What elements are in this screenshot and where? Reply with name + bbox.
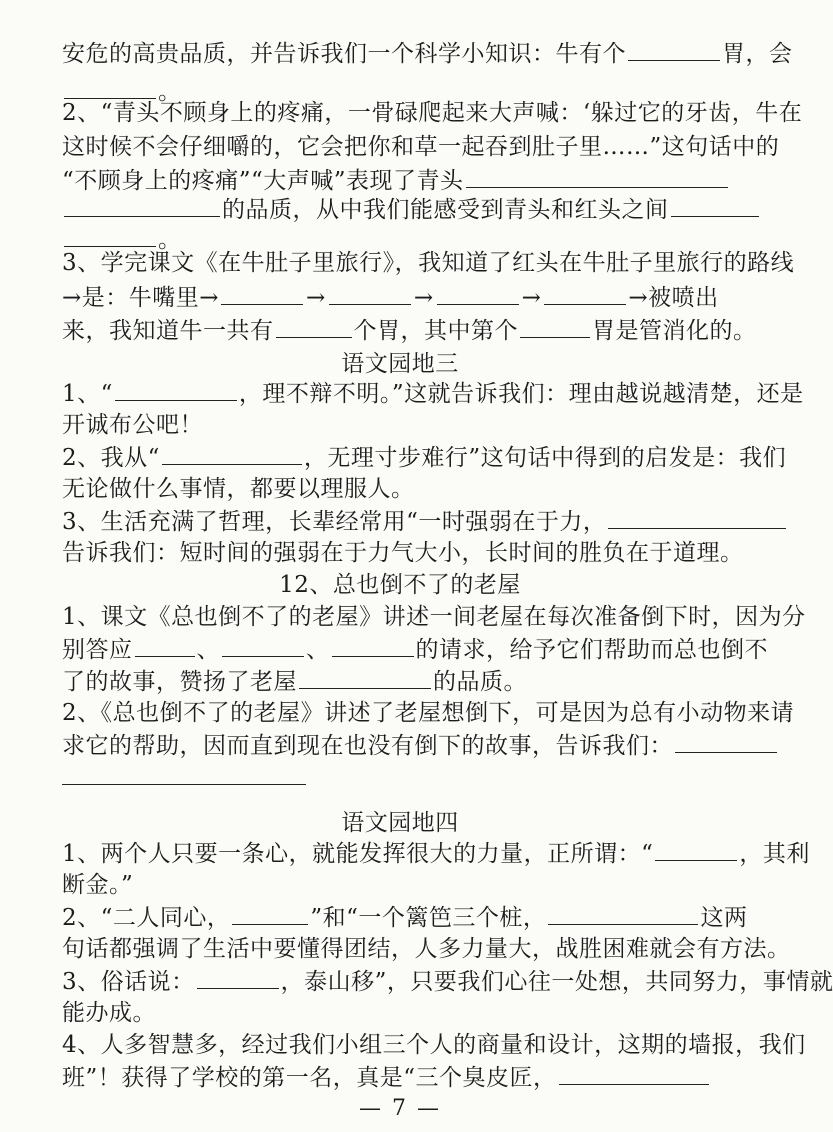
answer-blank[interactable] <box>655 838 737 861</box>
question-text: 胃是管消化的。 <box>592 318 757 344</box>
text-line <box>62 698 795 728</box>
answer-blank[interactable] <box>544 282 626 305</box>
answer-blank[interactable] <box>135 634 195 657</box>
text-line <box>62 165 742 196</box>
answer-blank[interactable] <box>64 224 156 247</box>
answer-blank[interactable] <box>115 378 237 401</box>
text: 、 <box>196 637 220 663</box>
question-text: ”和“一个篱笆三个桩， <box>310 905 547 931</box>
question-text: 告诉我们：短时间的强弱在于力气大小，长时间的胜负在于道理。 <box>62 540 744 566</box>
question-text: 能办成。 <box>62 1000 156 1026</box>
text-line <box>62 378 804 409</box>
question-text: 1、课文《总也倒不了的老屋》讲述一间老屋在每次准备倒下时，因为分 <box>62 604 806 630</box>
question-text: ，理不辩不明。”这就告诉我们：理由越说越清楚，还是 <box>238 381 804 407</box>
answer-blank[interactable] <box>559 1062 709 1085</box>
question-text: 2、“二人同心， <box>62 905 231 931</box>
text-line <box>62 315 757 346</box>
question-text: 的品质，从中我们能感受到青头和红头之间 <box>222 197 669 223</box>
answer-blank[interactable] <box>520 315 590 338</box>
question-text: 班”！获得了学校的第一名，真是“三个臭皮匠， <box>62 1065 557 1091</box>
text-line <box>62 410 742 440</box>
text-line <box>62 1030 806 1060</box>
text-line <box>62 666 742 697</box>
text: 安危的高贵品质，并告诉我们一个科学小知识：牛有个 <box>62 41 626 67</box>
answer-blank[interactable] <box>299 666 431 689</box>
answer-blank[interactable] <box>675 730 777 753</box>
answer-blank[interactable] <box>608 506 786 529</box>
question-text: 开诚布公吧！ <box>62 412 203 438</box>
question-text: 2、《总也倒不了的老屋》讲述了老屋想倒下，可是因为总有小动物来请 <box>62 700 795 726</box>
text-line <box>62 934 791 964</box>
text-line <box>62 762 742 793</box>
question-text: 2、我从“ <box>62 445 160 471</box>
text-line <box>62 870 742 900</box>
answer-blank[interactable] <box>628 38 720 61</box>
text: 。 <box>158 79 182 105</box>
text-line <box>62 998 742 1028</box>
text-line <box>62 474 742 504</box>
text: 胃，会 <box>722 41 793 67</box>
answer-blank[interactable] <box>276 315 352 338</box>
section-title: 语文园地四 <box>341 810 459 836</box>
question-text: “不顾身上的疼痛”“大声喊”表现了青头 <box>62 168 464 194</box>
question-text: 这时候不会仔细嚼的，它会把你和草一起吞到肚子里……”这句话中的 <box>62 134 780 160</box>
text-line <box>62 538 742 568</box>
text-line <box>62 730 742 761</box>
question-text: 3、生活充满了哲理，长辈经常用“一时强弱在于力， <box>62 509 607 535</box>
answer-blank[interactable] <box>62 762 306 785</box>
question-text: ，其利 <box>739 841 810 867</box>
text-line <box>62 98 803 128</box>
answer-blank[interactable] <box>671 194 759 217</box>
question-text: 断金。” <box>62 872 134 898</box>
text-line <box>62 194 742 225</box>
answer-blank[interactable] <box>64 194 220 217</box>
arrow-icon: → <box>521 285 542 311</box>
text-line <box>62 1062 742 1093</box>
arrow-icon: → <box>413 285 434 311</box>
question-text: 别答应 <box>62 637 133 663</box>
text-line <box>62 902 748 933</box>
question-text: 个胃，其中第个 <box>353 318 518 344</box>
question-text: 了的故事，赞扬了老屋 <box>62 669 297 695</box>
question-text: →是：牛嘴里→ <box>62 285 220 311</box>
text: 。 <box>158 227 182 253</box>
question-text: 1、“ <box>62 381 113 407</box>
text-line <box>62 634 768 665</box>
question-text: 3、学完课文《在牛肚子里旅行》，我知道了红头在牛肚子里旅行的路线 <box>62 250 795 276</box>
text-line <box>62 132 780 162</box>
text: 、 <box>306 637 330 663</box>
answer-blank[interactable] <box>329 282 411 305</box>
question-text: 3、俗话说： <box>62 969 195 995</box>
text-line <box>62 506 742 537</box>
question-text: ，泰山移”，只要我们心往一处想，共同努力，事情就 <box>280 969 833 995</box>
section-title: 12、总也倒不了的老屋 <box>279 572 521 598</box>
answer-blank[interactable] <box>64 76 156 99</box>
answer-blank[interactable] <box>548 902 698 925</box>
answer-blank[interactable] <box>332 634 414 657</box>
question-text: 句话都强调了生活中要懂得团结，人多力量大，战胜困难就会有方法。 <box>62 936 791 962</box>
question-text: 来，我知道牛一共有 <box>62 318 274 344</box>
answer-blank[interactable] <box>466 165 728 188</box>
text-line <box>62 282 742 313</box>
answer-blank[interactable] <box>437 282 519 305</box>
answer-blank[interactable] <box>197 966 279 989</box>
question-text: ，无理寸步难行”这句话中得到的启发是：我们 <box>303 445 787 471</box>
text: →被喷出 <box>628 285 719 311</box>
question-text: 的品质。 <box>433 669 527 695</box>
question-text: 这两 <box>700 905 748 931</box>
question-text: 无论做什么事情，都要以理服人。 <box>62 476 415 502</box>
text-line <box>62 442 787 473</box>
text-line <box>62 966 833 997</box>
page-number: — 7 — <box>359 1096 441 1121</box>
question-text: 求它的帮助，因而直到现在也没有倒下的故事，告诉我们： <box>62 733 673 759</box>
question-text: 1、两个人只要一条心，就能发挥很大的力量，正所谓：“ <box>62 841 654 867</box>
answer-blank[interactable] <box>162 442 302 465</box>
answer-blank[interactable] <box>232 902 308 925</box>
section-title: 语文园地三 <box>341 351 459 377</box>
question-text: 的请求，给予它们帮助而总也倒不 <box>415 637 768 663</box>
question-text: 4、人多智慧多，经过我们小组三个人的商量和设计，这期的墙报，我们 <box>62 1032 806 1058</box>
question-text: 2、“青头不顾身上的疼痛，一骨碌爬起来大声喊：‘躲过它的牙齿，牛在 <box>62 100 803 126</box>
text-line <box>62 38 793 69</box>
arrow-icon: → <box>306 285 326 311</box>
answer-blank[interactable] <box>222 634 304 657</box>
text-line <box>62 248 795 278</box>
text-line <box>62 838 810 869</box>
text-line <box>62 602 806 632</box>
answer-blank[interactable] <box>221 282 303 305</box>
